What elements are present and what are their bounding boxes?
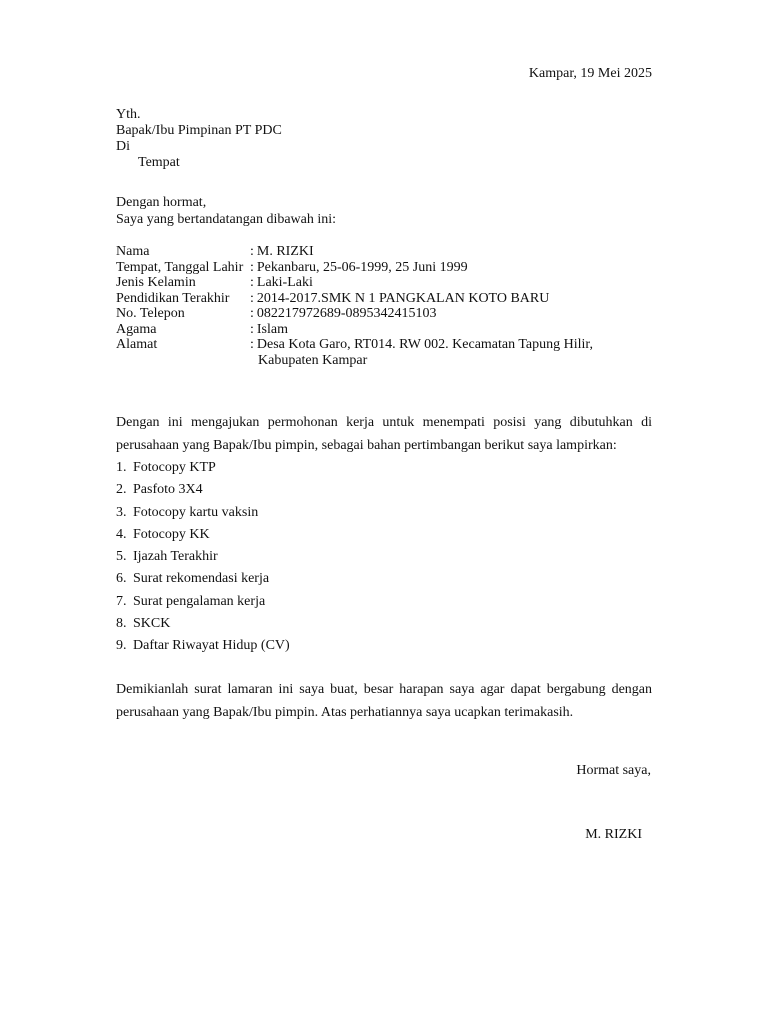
- detail-value: Islam: [256, 321, 288, 337]
- list-text: Pasfoto 3X4: [133, 482, 203, 498]
- letter-date: Kampar, 19 Mei 2025: [528, 66, 652, 81]
- list-number: 6.: [116, 571, 127, 587]
- closing-salutation: Hormat saya,: [576, 763, 651, 778]
- detail-label: Agama: [116, 321, 157, 337]
- detail-row-education: [116, 291, 593, 307]
- list-number: 8.: [116, 616, 127, 632]
- attachment-list: [116, 457, 290, 658]
- detail-label: Jenis Kelamin: [116, 275, 196, 290]
- greeting: Dengan hormat,: [116, 195, 207, 210]
- list-item: [116, 635, 290, 657]
- list-item: [116, 613, 290, 635]
- list-item: [116, 457, 290, 479]
- personal-details: [116, 244, 593, 368]
- recipient-name: Bapak/Ibu Pimpinan PT PDC: [116, 123, 282, 138]
- detail-value: 082217972689-0895342415103: [256, 306, 437, 321]
- detail-value: M. RIZKI: [256, 244, 314, 259]
- list-text: Daftar Riwayat Hidup (CV): [133, 638, 290, 654]
- detail-separator: :: [250, 321, 254, 337]
- list-text: Fotocopy KK: [133, 526, 210, 542]
- detail-value: Laki-Laki: [256, 275, 313, 290]
- recipient-place: Tempat: [138, 155, 180, 170]
- list-text: Fotocopy kartu vaksin: [133, 504, 259, 520]
- detail-row-gender: [116, 275, 593, 291]
- list-text: Fotocopy KTP: [133, 460, 216, 475]
- detail-row-religion: [116, 322, 593, 338]
- detail-value: 2014-2017.SMK N 1 PANGKALAN KOTO BARU: [256, 290, 550, 306]
- list-item: [116, 479, 290, 501]
- detail-separator: :: [250, 290, 254, 306]
- recipient-salutation: Yth.: [116, 107, 141, 122]
- list-item: [116, 524, 290, 546]
- address-continuation: Kabupaten Kampar: [258, 352, 368, 368]
- signature-name: M. RIZKI: [585, 827, 642, 842]
- detail-label: No. Telepon: [116, 306, 185, 321]
- list-text: Surat pengalaman kerja: [133, 593, 266, 609]
- list-item: [116, 502, 290, 524]
- detail-row-birth: [116, 260, 593, 276]
- list-number: 3.: [116, 504, 127, 520]
- detail-value: Pekanbaru, 25-06-1999, 25 Juni 1999: [256, 259, 468, 275]
- recipient-block: [116, 107, 282, 171]
- list-item: [116, 591, 290, 613]
- list-text: SKCK: [133, 616, 171, 632]
- detail-label: Pendidikan Terakhir: [116, 290, 230, 306]
- intro-line: Saya yang bertandatangan dibawah ini:: [116, 212, 337, 227]
- detail-label: Nama: [116, 244, 150, 259]
- detail-separator: :: [250, 259, 254, 275]
- list-number: 2.: [116, 482, 127, 498]
- list-item: [116, 568, 290, 590]
- detail-separator: :: [250, 337, 254, 352]
- list-text: Ijazah Terakhir: [133, 549, 218, 565]
- detail-separator: :: [250, 306, 254, 321]
- body-paragraph: Dengan ini mengajukan permohonan kerja untuk menempati posisi yang dibutuhkan di perusahaan yang Bapak/Ibu pimpin, sebagai bahan pertimbangan berikut saya lampirkan:: [116, 415, 652, 453]
- list-text: Surat rekomendasi kerja: [133, 571, 270, 587]
- closing-paragraph: Demikianlah surat lamaran ini saya buat, besar harapan saya agar dapat bergabung dengan perusahaan yang Bapak/Ibu pimpin. Atas perhatiannya saya ucapkan terimakasih.: [116, 682, 652, 720]
- list-number: 7.: [116, 593, 127, 609]
- opening-block: [116, 194, 336, 228]
- detail-value: Desa Kota Garo, RT014. RW 002. Kecamatan Tapung Hilir,: [256, 337, 594, 352]
- list-number: 5.: [116, 549, 127, 565]
- detail-label: Tempat, Tanggal Lahir: [116, 259, 244, 275]
- detail-row-name: [116, 244, 593, 260]
- detail-separator: :: [250, 244, 254, 259]
- list-item: [116, 546, 290, 568]
- list-number: 9.: [116, 638, 127, 654]
- detail-label: Alamat: [116, 337, 158, 352]
- detail-row-phone: [116, 306, 593, 322]
- list-number: 4.: [116, 526, 127, 542]
- recipient-di: Di: [116, 139, 130, 154]
- list-number: 1.: [116, 460, 127, 475]
- detail-separator: :: [250, 275, 254, 290]
- detail-row-address: [116, 337, 593, 353]
